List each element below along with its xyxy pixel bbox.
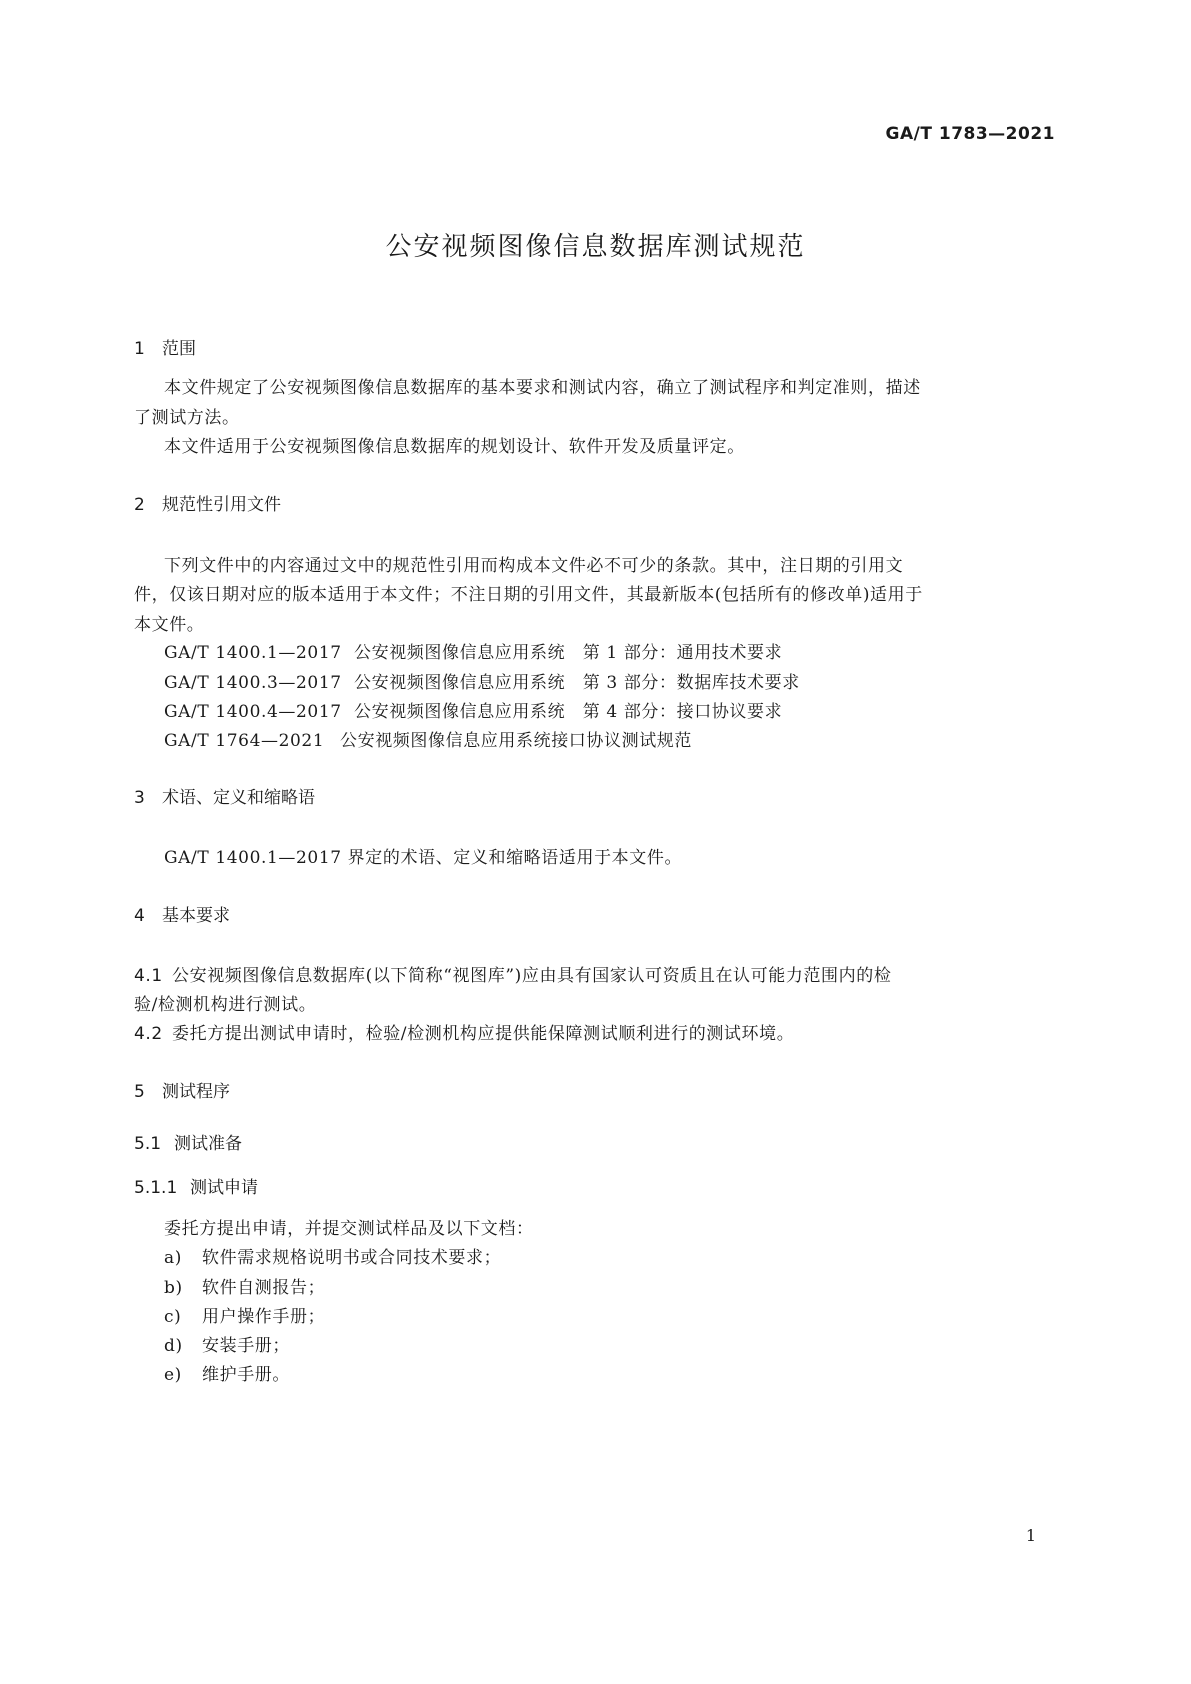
- page-number: 1: [1025, 1526, 1036, 1545]
- section-5-1-heading: [134, 1129, 242, 1154]
- list-item: [164, 1331, 290, 1356]
- paragraph-line: GA/T 1400.1—2017 界定的术语、定义和缩略语适用于本文件。: [164, 848, 683, 868]
- paragraph-line: 验/检测机构进行测试。: [134, 995, 317, 1015]
- list-text: 用户操作手册；: [202, 1307, 326, 1327]
- reference-item: [164, 697, 782, 722]
- clause-text: 委托方提出测试申请时，检验/检测机构应提供能保障测试顺利进行的测试环境。: [172, 1024, 795, 1044]
- reference-code: GA/T 1400.1—2017: [164, 643, 342, 663]
- list-item: [164, 1243, 501, 1268]
- list-label: e): [164, 1365, 182, 1385]
- document-code: GA/T 1783—2021: [885, 124, 1055, 144]
- section-number: 3: [134, 788, 145, 808]
- clause-4-1: [134, 961, 891, 986]
- section-number: 1: [134, 339, 145, 359]
- list-text: 软件自测报告；: [202, 1278, 326, 1298]
- section-2-heading: [134, 490, 281, 515]
- reference-title: 公安视频图像信息应用系统接口协议测试规范: [340, 731, 692, 751]
- list-label: b): [164, 1278, 183, 1298]
- reference-item: [164, 726, 692, 751]
- paragraph-line: 了测试方法。: [134, 408, 240, 428]
- paragraph-line: 本文件适用于公安视频图像信息数据库的规划设计、软件开发及质量评定。: [164, 437, 745, 457]
- clause-number: 4.2: [134, 1024, 163, 1044]
- list-item: [164, 1360, 290, 1385]
- clause-text: 公安视频图像信息数据库(以下简称“视图库”)应由具有国家认可资质且在认可能力范围内的检: [172, 966, 892, 986]
- paragraph-line: 件，仅该日期对应的版本适用于本文件；不注日期的引用文件，其最新版本(包括所有的修改单)适用于: [134, 585, 923, 605]
- section-number: 5.1.1: [134, 1178, 178, 1198]
- section-4-heading: [134, 901, 230, 926]
- section-number: 4: [134, 906, 145, 926]
- section-title: 基本要求: [162, 906, 230, 926]
- reference-code: GA/T 1764—2021: [164, 731, 325, 751]
- document-title: 公安视频图像信息数据库测试规范: [385, 232, 806, 262]
- reference-title: 公安视频图像信息应用系统 第 4 部分：接口协议要求: [354, 702, 783, 722]
- section-5-1-1-heading: [134, 1173, 258, 1198]
- list-label: a): [164, 1248, 182, 1268]
- list-item: [164, 1302, 325, 1327]
- section-title: 规范性引用文件: [162, 495, 281, 515]
- list-item: [164, 1273, 325, 1298]
- section-title: 范围: [162, 339, 196, 359]
- paragraph-line: 委托方提出申请，并提交测试样品及以下文档：: [164, 1219, 534, 1239]
- clause-number: 4.1: [134, 966, 163, 986]
- reference-code: GA/T 1400.3—2017: [164, 673, 342, 693]
- list-text: 维护手册。: [202, 1365, 290, 1385]
- section-3-heading: [134, 783, 315, 808]
- reference-item: [164, 638, 782, 663]
- section-number: 2: [134, 495, 145, 515]
- clause-4-2: [134, 1019, 794, 1044]
- list-text: 软件需求规格说明书或合同技术要求；: [202, 1248, 502, 1268]
- section-title: 测试准备: [174, 1134, 242, 1154]
- section-number: 5: [134, 1082, 145, 1102]
- list-label: d): [164, 1336, 183, 1356]
- list-label: c): [164, 1307, 182, 1327]
- list-text: 安装手册；: [202, 1336, 290, 1356]
- paragraph-line: 下列文件中的内容通过文中的规范性引用而构成本文件必不可少的条款。其中，注日期的引用文: [164, 556, 904, 576]
- reference-title: 公安视频图像信息应用系统 第 1 部分：通用技术要求: [354, 643, 783, 663]
- paragraph-line: 本文件规定了公安视频图像信息数据库的基本要求和测试内容，确立了测试程序和判定准则，描述: [164, 378, 921, 398]
- reference-item: [164, 668, 800, 693]
- section-number: 5.1: [134, 1134, 162, 1154]
- reference-code: GA/T 1400.4—2017: [164, 702, 342, 722]
- reference-title: 公安视频图像信息应用系统 第 3 部分：数据库技术要求: [354, 673, 800, 693]
- section-5-heading: [134, 1077, 230, 1102]
- section-title: 测试程序: [162, 1082, 230, 1102]
- section-title: 测试申请: [190, 1178, 258, 1198]
- paragraph-line: 本文件。: [134, 615, 205, 635]
- section-title: 术语、定义和缩略语: [162, 788, 315, 808]
- section-1-heading: [134, 334, 196, 359]
